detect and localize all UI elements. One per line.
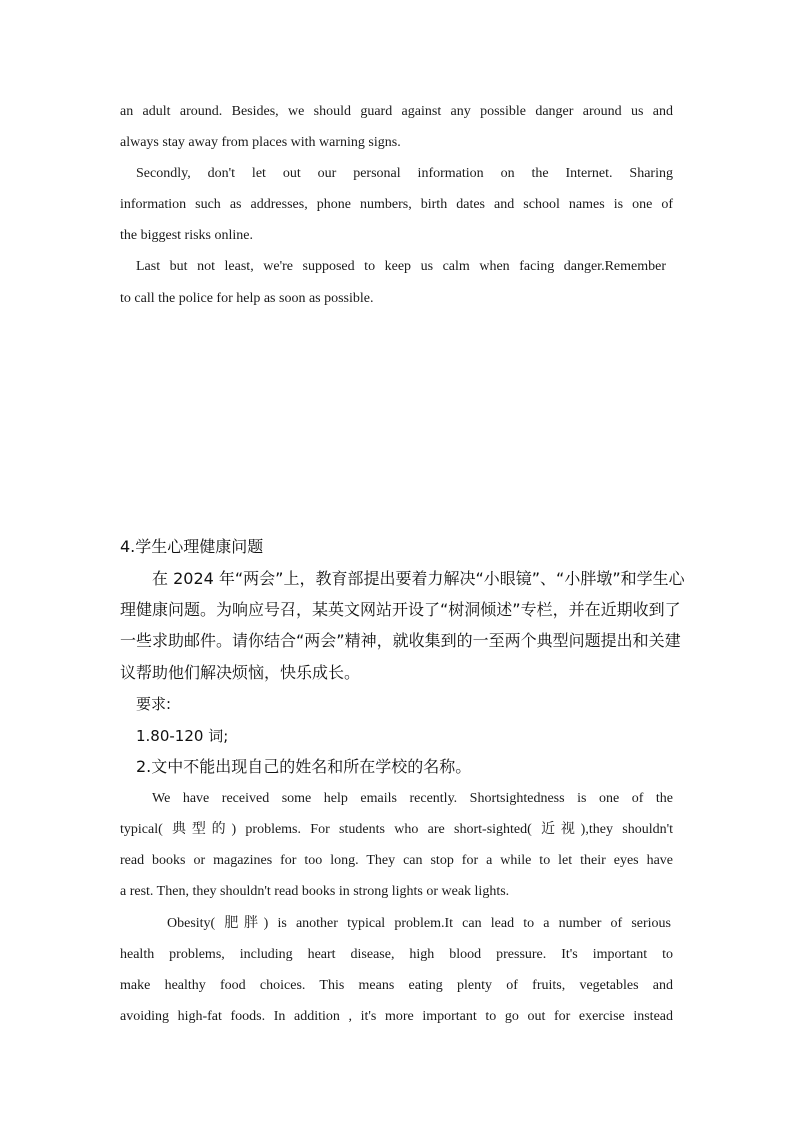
essay3-line-5: the biggest risks online.	[120, 228, 253, 243]
section4-prompt-line-4: 议帮助他们解决烦恼，快乐成长。	[120, 663, 361, 682]
essay4-line-7: make healthy food choices. This means eating plenty of fruits, vegetables and	[120, 978, 673, 993]
essay3-line-3: Secondly, don't let out our personal information on the Internet. Sharing	[136, 166, 673, 181]
essay3-line-7: to call the police for help as soon as possible.	[120, 291, 374, 306]
essay3-line-6: Last but not least, we're supposed to keep us calm when facing danger.Remember	[136, 259, 666, 274]
essay4-line-8: avoiding high-fat foods. In addition , it's more important to go out for exercise instead	[120, 1009, 673, 1024]
requirement-1: 1.80-120 词;	[136, 727, 229, 745]
requirement-2: 2.文中不能出现自己的姓名和所在学校的名称。	[136, 757, 472, 776]
requirements-label: 要求:	[136, 695, 172, 713]
essay4-line-3: read books or magazines for too long. They can stop for a while to let their eyes have	[120, 853, 673, 868]
essay3-line-4: information such as addresses, phone numbers, birth dates and school names is one of	[120, 197, 673, 212]
essay4-line-5: Obesity( 肥胖) is another typical problem.It can lead to a number of serious	[167, 916, 671, 931]
essay3-line-2: always stay away from places with warning signs.	[120, 135, 401, 150]
section4-prompt-line-3: 一些求助邮件。请你结合“两会”精神，就收集到的一至两个典型问题提出和关建	[120, 631, 681, 650]
essay4-line-6: health problems, including heart disease, high blood pressure. It's important to	[120, 947, 673, 962]
section4-heading: 4.学生心理健康问题	[120, 537, 264, 556]
essay4-line-2: typical( 典型的) problems. For students who are short-sighted( 近视),they shouldn't	[120, 822, 673, 837]
section4-prompt-line-2: 理健康问题。为响应号召，某英文网站开设了“树洞倾述”专栏，并在近期收到了	[120, 600, 681, 619]
essay3-line-1: an adult around. Besides, we should guard against any possible danger around us and	[120, 104, 673, 119]
essay4-line-4: a rest. Then, they shouldn't read books in strong lights or weak lights.	[120, 884, 510, 899]
section4-prompt-line-1: 在 2024 年“两会”上，教育部提出要着力解决“小眼镜”、“小胖墩”和学生心	[152, 569, 685, 588]
essay4-line-1: We have received some help emails recently. Shortsightedness is one of the	[152, 791, 673, 806]
